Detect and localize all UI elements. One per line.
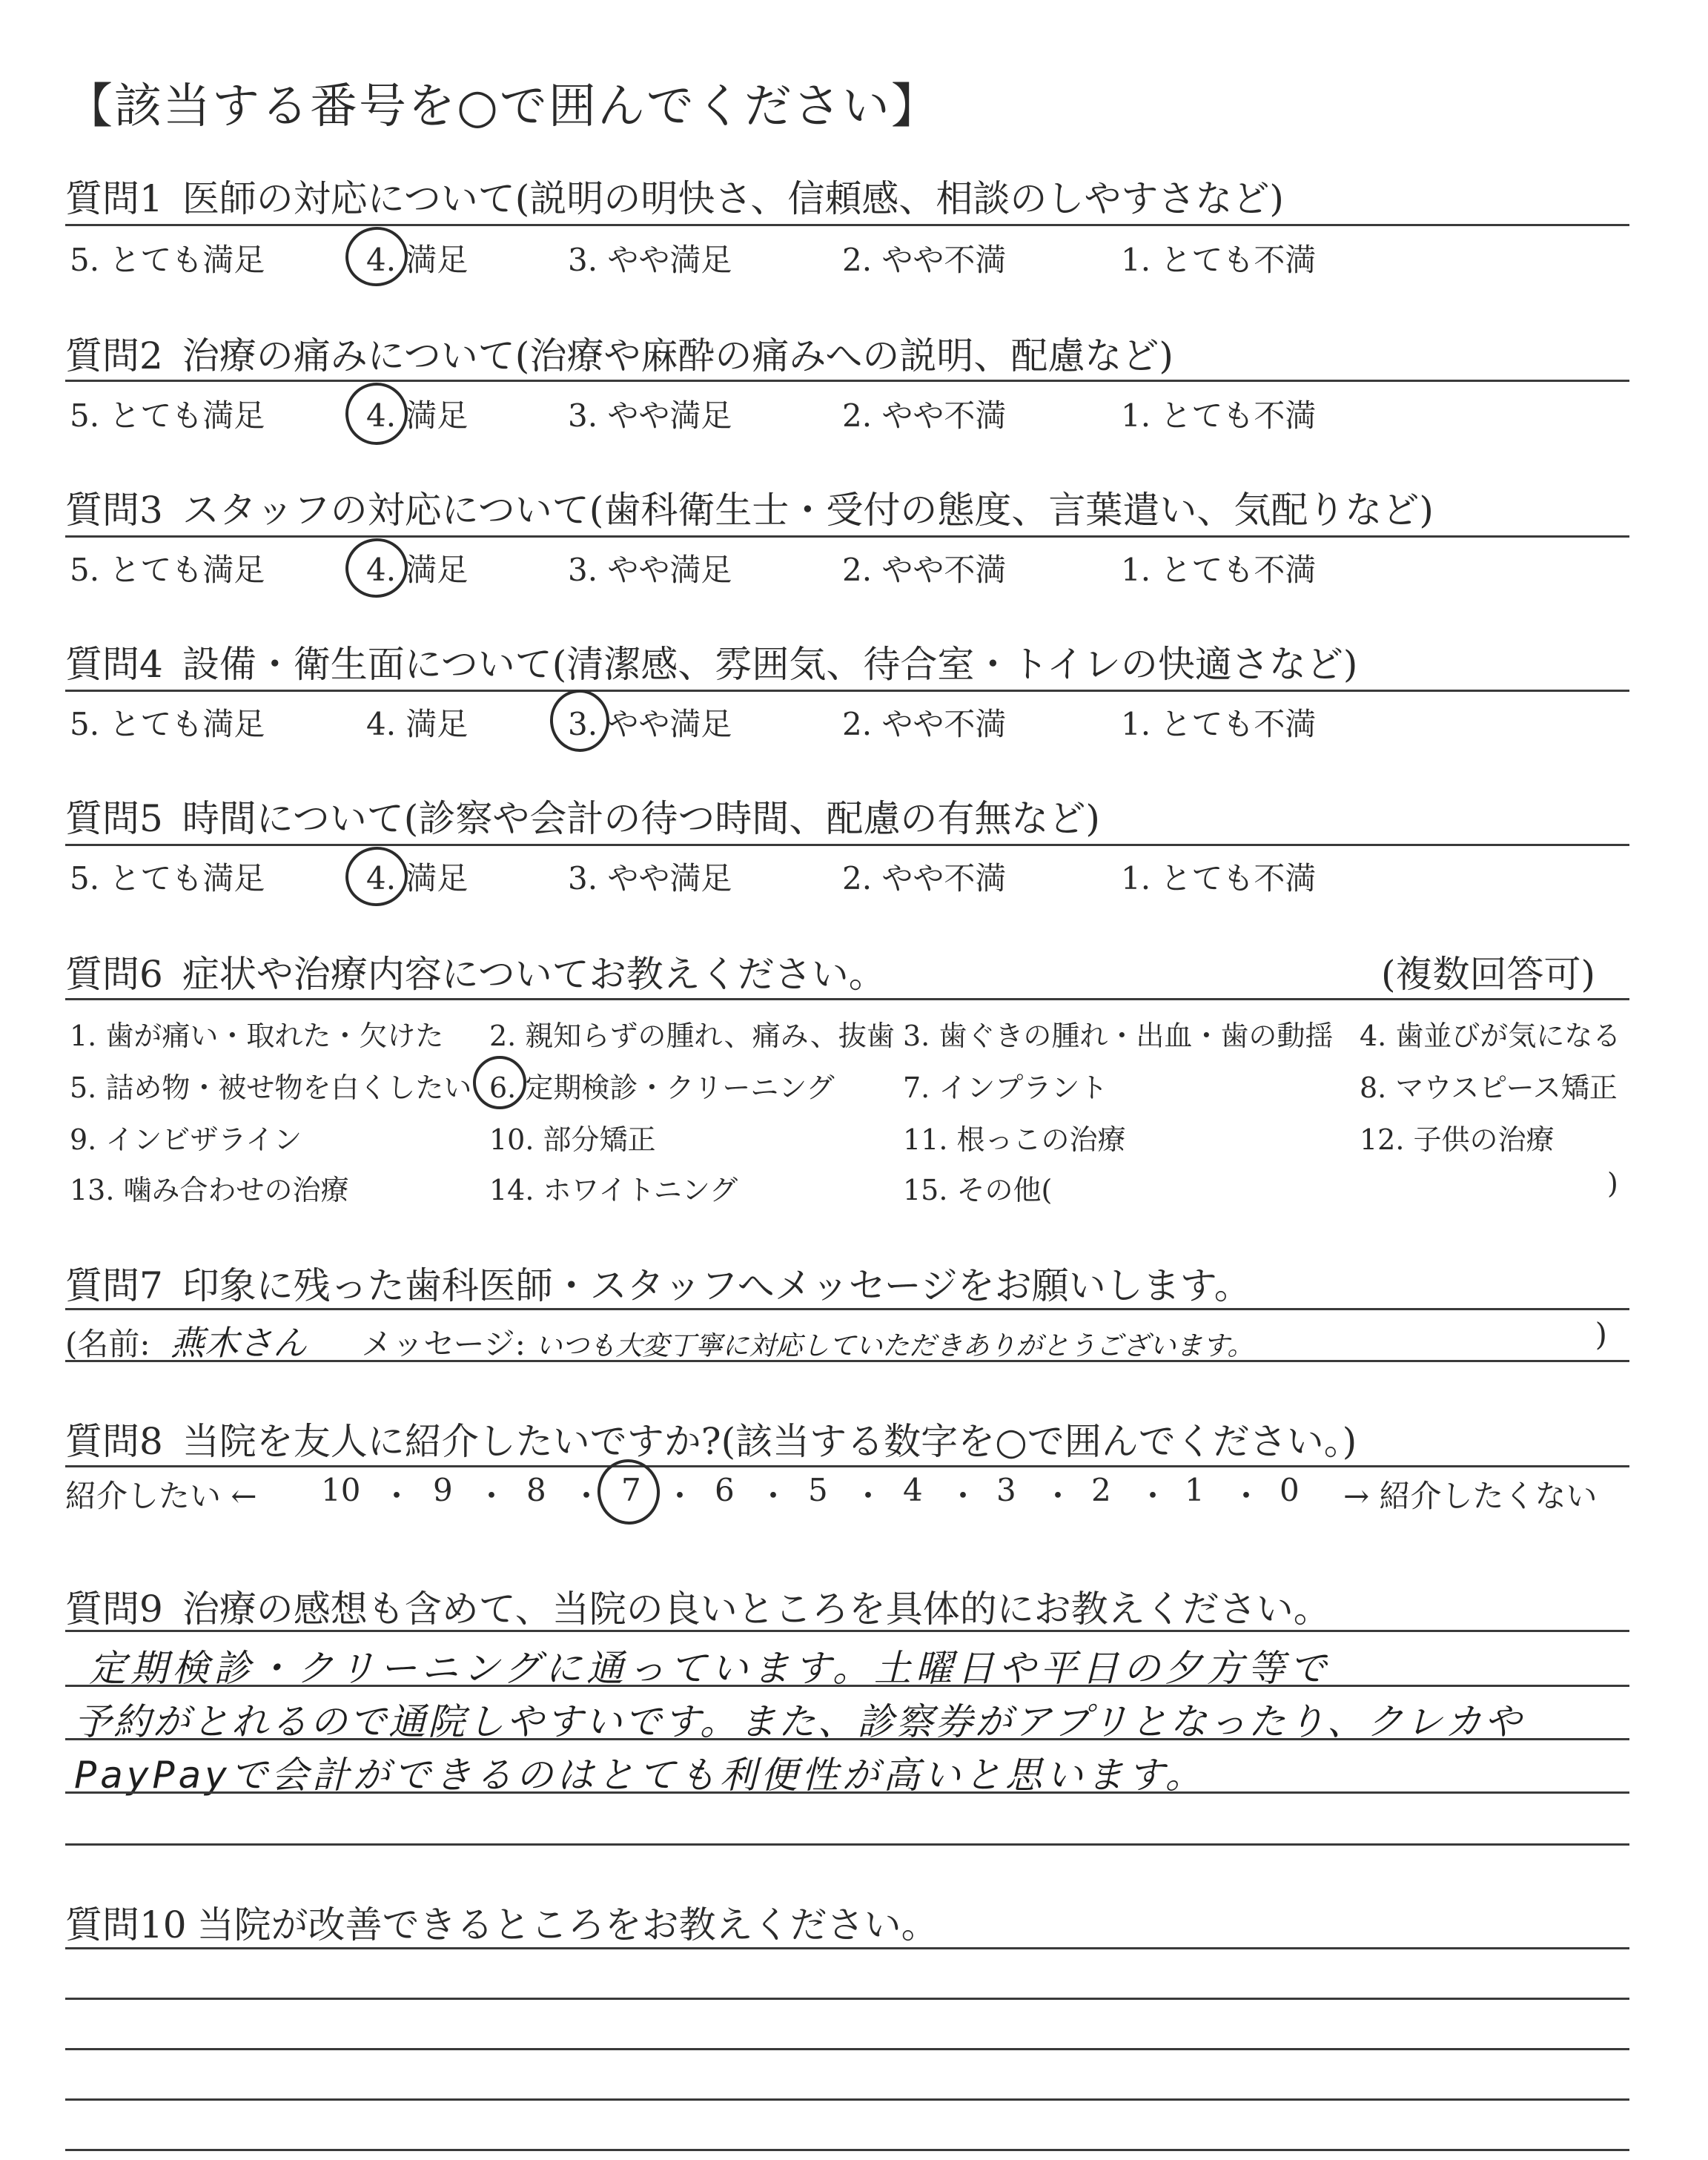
q1-option-2[interactable]: 2. やや不満 [842, 242, 1007, 278]
message-line [65, 1316, 1607, 1365]
q1-option-1[interactable]: 1. とても不満 [1121, 242, 1317, 278]
question-number: 質問2 [65, 334, 163, 377]
message-label: メッセージ: [361, 1326, 526, 1362]
question-number: 質問4 [65, 643, 163, 686]
question-4-heading [65, 635, 1357, 688]
q3-option-4[interactable]: 4. 満足 [366, 552, 469, 588]
divider [65, 224, 1629, 226]
q4-option-2[interactable]: 2. やや不満 [842, 706, 1007, 742]
question-number: 質問9 [65, 1588, 163, 1631]
q3-option-1[interactable]: 1. とても不満 [1121, 552, 1317, 588]
question-7-heading [65, 1256, 1251, 1309]
q4-option-3[interactable]: 3. やや満足 [568, 706, 732, 742]
scale-value[interactable]: 6 [715, 1472, 735, 1508]
question-text: 当院が改善できるところをお教えください。 [196, 1903, 939, 1946]
multiple-answers-note: (複数回答可) [1380, 953, 1595, 996]
scale-separator: ・ [1231, 1478, 1262, 1514]
answer-rule [65, 1791, 1629, 1794]
answer-rule [65, 1947, 1629, 1949]
question-number: 質問6 [65, 953, 163, 996]
answer-rule [65, 1843, 1629, 1846]
q3-option-3[interactable]: 3. やや満足 [568, 552, 732, 588]
question-number: 質問5 [65, 797, 163, 840]
condition-option[interactable]: 2. 親知らずの腫れ、痛み、抜歯 [489, 1020, 895, 1052]
answer-rule [65, 1998, 1629, 2000]
question-text: 症状や治療内容についてお教えください。 [182, 953, 886, 996]
scale-separator: ・ [381, 1478, 413, 1514]
answer-rule [65, 2048, 1629, 2050]
question-number: 質問1 [65, 177, 163, 220]
condition-option[interactable]: 1. 歯が痛い・取れた・欠けた [70, 1020, 444, 1052]
scale-value[interactable]: 5 [808, 1472, 828, 1508]
answer-line-1[interactable]: 定期検診・クリーニングに通っています。土曜日や平日の夕方等で [89, 1647, 1331, 1690]
q2-option-2[interactable]: 2. やや不満 [842, 397, 1007, 434]
scale-value[interactable]: 10 [321, 1472, 361, 1508]
scale-separator: ・ [476, 1478, 508, 1514]
condition-option[interactable]: 9. インビザライン [70, 1123, 302, 1156]
divider [65, 998, 1629, 1000]
page-title: 【該当する番号を○で囲んでください】 [65, 79, 940, 134]
answer-rule [65, 2149, 1629, 2151]
divider [65, 690, 1629, 692]
name-label: (名前: [65, 1326, 150, 1362]
q2-option-1[interactable]: 1. とても不満 [1121, 397, 1317, 434]
condition-option[interactable]: 11. 根っこの治療 [903, 1123, 1126, 1156]
question-number: 質問7 [65, 1264, 163, 1307]
message-value[interactable]: いつも大変丁寧に対応していただきありがとうございます。 [535, 1331, 1254, 1361]
q3-option-2[interactable]: 2. やや不満 [842, 552, 1007, 588]
divider [65, 535, 1629, 538]
question-number: 質問8 [65, 1420, 163, 1463]
question-text: 治療の痛みについて(治療や麻酔の痛みへの説明、配慮など) [182, 334, 1174, 377]
answer-rule [65, 1738, 1629, 1740]
divider [65, 1360, 1629, 1362]
q5-option-5[interactable]: 5. とても満足 [70, 860, 265, 896]
condition-option[interactable]: 3. 歯ぐきの腫れ・出血・歯の動揺 [903, 1020, 1334, 1052]
question-3-heading [65, 480, 1434, 534]
q1-option-4[interactable]: 4. 満足 [366, 242, 469, 278]
question-number: 質問3 [65, 489, 163, 532]
scale-separator: ・ [1042, 1478, 1074, 1514]
question-text: 治療の感想も含めて、当院の良いところを具体的にお教えください。 [182, 1588, 1331, 1631]
scale-separator: ・ [853, 1478, 884, 1514]
question-8-heading [65, 1412, 1357, 1465]
question-text: 医師の対応について(説明の明快さ、信頼感、相談のしやすさなど) [182, 177, 1284, 220]
q1-option-5[interactable]: 5. とても満足 [70, 242, 265, 278]
question-text: 当院を友人に紹介したいですか?(該当する数字を○で囲んでください。) [182, 1420, 1357, 1463]
q5-option-1[interactable]: 1. とても不満 [1121, 860, 1317, 896]
q5-option-4[interactable]: 4. 満足 [366, 860, 469, 896]
scale-separator: ・ [758, 1478, 790, 1514]
scale-value[interactable]: 4 [903, 1472, 923, 1508]
question-5-heading [65, 789, 1100, 842]
q2-option-3[interactable]: 3. やや満足 [568, 397, 732, 434]
divider [65, 1465, 1629, 1467]
condition-option[interactable]: 6. 定期検診・クリーニング [489, 1071, 835, 1104]
q1-option-3[interactable]: 3. やや満足 [568, 242, 732, 278]
condition-other-close: ) [1607, 1167, 1618, 1200]
condition-option[interactable]: 12. 子供の治療 [1360, 1123, 1555, 1156]
question-text: 印象に残った歯科医師・スタッフへメッセージをお願いします。 [182, 1264, 1251, 1307]
condition-option[interactable]: 4. 歯並びが気になる [1360, 1020, 1621, 1052]
scale-separator: ・ [947, 1478, 979, 1514]
answer-rule [65, 2098, 1629, 2101]
scale-separator: ・ [571, 1478, 603, 1514]
condition-option[interactable]: 7. インプラント [903, 1071, 1108, 1104]
q5-option-2[interactable]: 2. やや不満 [842, 860, 1007, 896]
scale-value[interactable]: 0 [1280, 1472, 1300, 1508]
condition-option[interactable]: 15. その他( [903, 1174, 1053, 1206]
answer-line-3[interactable]: PayPayで会計ができるのはとても利便性が高いと思います。 [74, 1754, 1206, 1797]
scale-separator: ・ [664, 1478, 696, 1514]
condition-option[interactable]: 14. ホワイトニング [489, 1174, 738, 1206]
message-close: ) [1595, 1316, 1607, 1353]
scale-separator: ・ [1137, 1478, 1169, 1514]
q4-option-4[interactable]: 4. 満足 [366, 706, 469, 742]
condition-option[interactable]: 5. 詰め物・被せ物を白くしたい [70, 1071, 472, 1104]
divider [65, 844, 1629, 846]
condition-option[interactable]: 8. マウスピース矯正 [1360, 1071, 1618, 1104]
divider [65, 1308, 1629, 1310]
q3-option-5[interactable]: 5. とても満足 [70, 552, 265, 588]
scale-value[interactable]: 9 [433, 1472, 453, 1508]
q2-option-5[interactable]: 5. とても満足 [70, 397, 265, 434]
question-10-heading [65, 1895, 939, 1949]
question-text: 時間について(診察や会計の待つ時間、配慮の有無など) [182, 797, 1100, 840]
q5-option-3[interactable]: 3. やや満足 [568, 860, 732, 896]
answer-rule [65, 1685, 1629, 1687]
question-1-heading [65, 169, 1284, 222]
scale-value[interactable]: 3 [996, 1472, 1016, 1508]
question-2-heading [65, 326, 1174, 380]
scale-value[interactable]: 2 [1091, 1472, 1111, 1508]
scale-value-selected[interactable]: 7 [621, 1472, 641, 1508]
question-number: 質問10 [65, 1903, 187, 1946]
scale-value[interactable]: 8 [526, 1472, 546, 1508]
recommend-left-label: 紹介したい ← [65, 1478, 257, 1514]
answer-line-2[interactable]: 予約がとれるので通院しやすいです。また、診察券がアプリとなったり、クレカや [74, 1700, 1523, 1743]
divider [65, 1630, 1629, 1632]
divider [65, 380, 1629, 382]
q4-option-5[interactable]: 5. とても満足 [70, 706, 265, 742]
condition-option[interactable]: 10. 部分矯正 [489, 1123, 656, 1156]
question-text: 設備・衛生面について(清潔感、雰囲気、待合室・トイレの快適さなど) [182, 643, 1358, 686]
recommend-right-label: → 紹介したくない [1343, 1478, 1598, 1514]
question-6-heading [65, 945, 886, 998]
condition-option[interactable]: 13. 噛み合わせの治療 [70, 1174, 349, 1206]
scale-value[interactable]: 1 [1185, 1472, 1205, 1508]
q4-option-1[interactable]: 1. とても不満 [1121, 706, 1317, 742]
question-9-heading [65, 1579, 1331, 1633]
name-value[interactable]: 燕木さん [170, 1323, 307, 1363]
q2-option-4[interactable]: 4. 満足 [366, 397, 469, 434]
question-text: スタッフの対応について(歯科衛生士・受付の態度、言葉遣い、気配りなど) [182, 489, 1434, 532]
